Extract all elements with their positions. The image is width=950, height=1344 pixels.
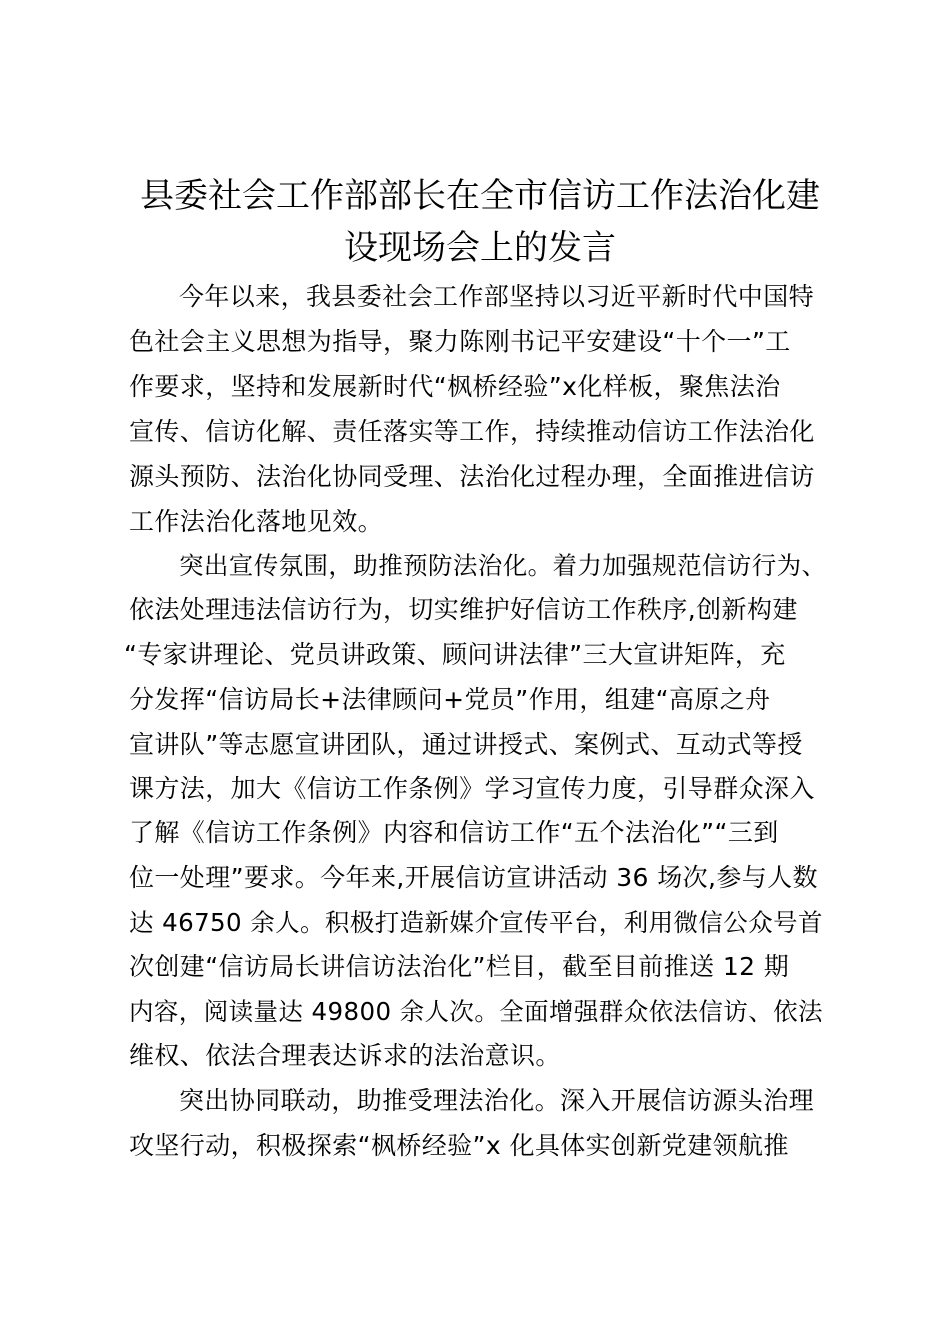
paragraph-3-line-1: 突出协同联动，助推受理法治化。深入开展信访源头治理 (179, 1086, 815, 1115)
paragraph-1-line-1: 今年以来，我县委社会工作部坚持以习近平新时代中国特 (179, 282, 815, 311)
paragraph-2-line-12: 维权、依法合理表达诉求的法治意识。 (129, 1041, 561, 1070)
paragraph-1-line-4: 宣传、信访化解、责任落实等工作，持续推动信访工作法治化 (129, 417, 815, 446)
paragraph-3-line-2: 攻坚行动，积极探索“枫桥经验”x 化具体实创新党建领航推 (129, 1131, 789, 1160)
paragraph-2-line-10: 次创建“信访局长讲信访法治化”栏目，截至目前推送 12 期 (129, 952, 790, 981)
paragraph-1-line-3: 作要求，坚持和发展新时代“枫桥经验”x化样板，聚焦法治 (129, 372, 781, 401)
paragraph-2-line-11: 内容，阅读量达 49800 余人次。全面增强群众依法信访、依法 (129, 997, 823, 1026)
paragraph-2-line-9: 达 46750 余人。积极打造新媒介宣传平台，利用微信公众号首 (129, 908, 823, 937)
paragraph-1-line-5: 源头预防、法治化协同受理、法治化过程办理，全面推进信访 (129, 462, 815, 491)
paragraph-2-line-3: “专家讲理论、党员讲政策、顾问讲法律”三大宣讲矩阵，充 (124, 640, 786, 669)
paragraph-1-line-6: 工作法治化落地见效。 (129, 507, 384, 536)
title-line-2: 设现场会上的发言 (344, 228, 616, 268)
paragraph-2-line-7: 了解《信访工作条例》内容和信访工作“五个法治化”“三到 (129, 818, 779, 847)
paragraph-2-line-8: 位一处理”要求。今年来,开展信访宣讲活动 36 场次,参与人数 (129, 863, 818, 892)
title-line-1: 县委社会工作部部长在全市信访工作法治化建 (140, 176, 820, 216)
paragraph-2-line-6: 课方法，加大《信访工作条例》学习宣传力度，引导群众深入 (129, 774, 815, 803)
paragraph-2-line-2: 依法处理违法信访行为，切实维护好信访工作秩序,创新构建 (129, 595, 798, 624)
paragraph-2-line-5: 宣讲队”等志愿宣讲团队，通过讲授式、案例式、互动式等授 (129, 730, 803, 759)
paragraph-2-line-4: 分发挥“信访局长+法律顾问+党员”作用，组建“高原之舟 (129, 685, 771, 714)
paragraph-1-line-2: 色社会主义思想为指导，聚力陈刚书记平安建设“十个一”工 (129, 327, 791, 356)
document-title (110, 170, 850, 274)
paragraph-2-line-1: 突出宣传氛围，助推预防法治化。着力加强规范信访行为、 (179, 551, 827, 580)
